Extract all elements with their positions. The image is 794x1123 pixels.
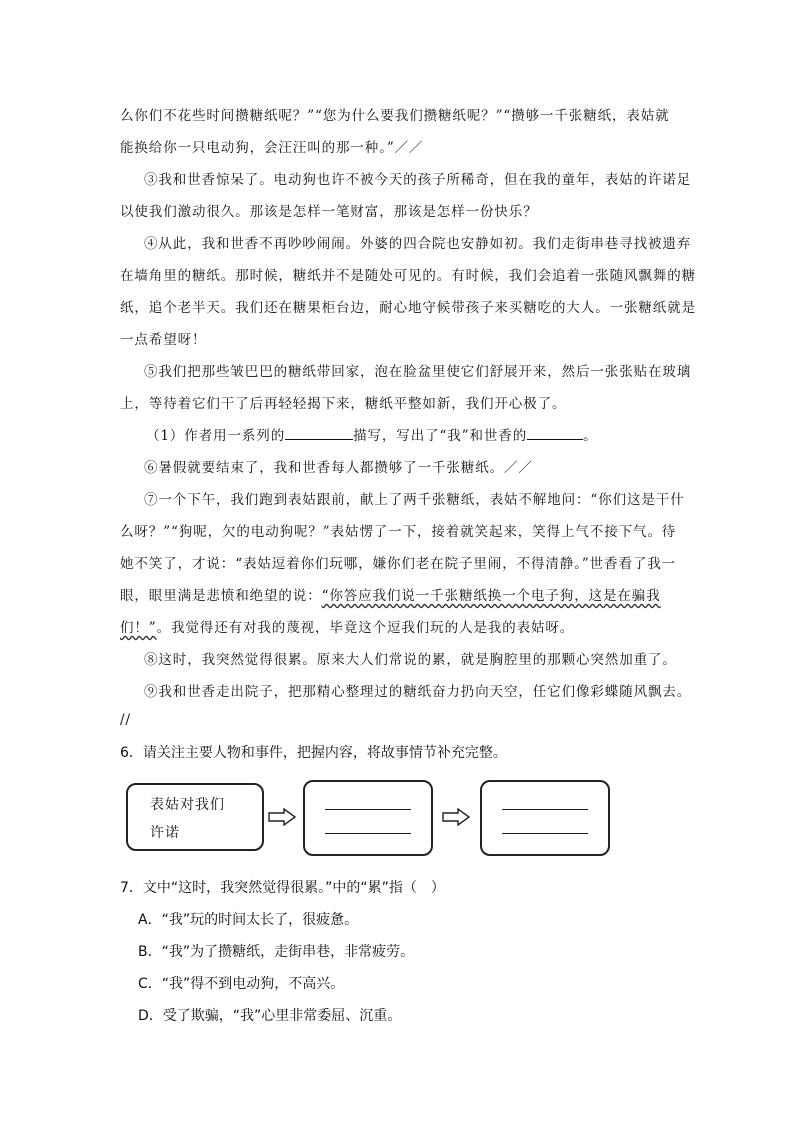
sub-question-suffix: 。 <box>583 428 598 444</box>
sub-question-middle: 描写，写出了“我”和世香的 <box>353 428 528 444</box>
passage-line: ⑧这时，我突然觉得很累。原来大人们常说的累，就是胸腔里的那颗心突然加重了。 <box>144 652 677 668</box>
passage-line: 么呀？”“狗呢，欠的电动狗呢？”表姑愣了一下，接着就笑起来，笑得上气不接下气。待 <box>120 524 677 540</box>
plot-box-1-line: 表姑对我们 <box>150 797 225 813</box>
plot-box-1 <box>126 783 264 851</box>
passage-line: ⑥暑假就要结束了，我和世香每人都攒够了一千张糖纸。／／ <box>144 460 533 476</box>
passage-line: 么你们不花些时间攒糖纸呢？”“您为什么要我们攒糖纸呢？”“攒够一千张糖纸，表姑就 <box>120 108 670 124</box>
passage-line: ⑦一个下午，我们跑到表姑跟前，献上了两千张糖纸，表姑不解地问：“你们这是干什 <box>144 492 685 508</box>
plot-box-3[interactable] <box>480 780 610 856</box>
question-6: 6．请关注主要人物和事件，把握内容，将故事情节补充完整。 <box>120 745 507 761</box>
passage-line: // <box>120 712 131 728</box>
plot-box-1-line: 许诺 <box>150 825 180 841</box>
passage-line: 能换给你一只电动狗，会汪汪叫的那一种。”／／ <box>120 140 424 156</box>
arrow-right-icon <box>442 808 470 826</box>
passage-line: ③我和世香惊呆了。电动狗也许不被今天的孩子所稀奇，但在我的童年，表姑的许诺足 <box>144 172 692 188</box>
passage-line <box>120 616 574 636</box>
passage-line: 纸，追个老半天。我们还在糖果柜台边，耐心地守候带孩子来买糖吃的大人。一张糖纸就是 <box>120 300 696 316</box>
answer-blank-1[interactable] <box>285 425 353 440</box>
passage-line: 上，等待着它们干了后再轻轻揭下来，糖纸平整如新，我们开心极了。 <box>120 396 567 412</box>
sub-question-prefix: （1）作者用一系列的 <box>146 428 286 444</box>
plot-box-2[interactable] <box>303 780 433 856</box>
passage-line: ⑨我和世香走出院子，把那精心整理过的糖纸奋力扔向天空，任它们像彩蝶随风飘去。 <box>144 684 692 700</box>
passage-line: ④从此，我和世香不再吵吵闹闹。外婆的四合院也安静如初。我们走街串巷寻找被遗弃 <box>144 236 692 252</box>
passage-text: 眼，眼里满是悲愤和绝望的说： <box>120 588 322 604</box>
wavy-underlined-quote: “你答应我们说一千张糖纸换一个电子狗，这是在骗我 <box>321 588 661 604</box>
wavy-underlined-quote: 们！” <box>120 620 157 636</box>
passage-line <box>120 584 661 604</box>
passage-line: 在墙角里的糖纸。那时候，糖纸并不是随处可见的。有时候，我们会追着一张随风飘舞的糖 <box>120 268 696 284</box>
passage-line: 她不笑了，才说：“表姑逗着你们玩哪，嫌你们老在院子里闹，不得清静。”世香看了我一 <box>120 556 677 572</box>
question-7: 7．文中“这时，我突然觉得很累。”中的“累”指（ ） <box>120 880 445 896</box>
option-a[interactable]: A．“我”玩的时间太长了，很疲惫。 <box>138 912 359 928</box>
answer-line[interactable] <box>502 833 588 834</box>
answer-line[interactable] <box>325 809 411 810</box>
answer-line[interactable] <box>325 833 411 834</box>
passage-line: 一点希望呀！ <box>120 332 207 348</box>
option-d[interactable]: D．受了欺骗，“我”心里非常委屈、沉重。 <box>138 1008 402 1024</box>
option-b[interactable]: B．“我”为了攒糖纸，走街串巷，非常疲劳。 <box>138 944 415 960</box>
answer-line[interactable] <box>502 809 588 810</box>
sub-question-1 <box>146 424 598 444</box>
arrow-right-icon <box>268 808 296 826</box>
passage-line: 以使我们激动很久。那该是怎样一笔财富，那该是怎样一份快乐？ <box>120 204 538 220</box>
option-c[interactable]: C．“我”得不到电动狗，不高兴。 <box>138 976 345 992</box>
passage-line: ⑤我们把那些皱巴巴的糖纸带回家，泡在脸盆里使它们舒展开来，然后一张张贴在玻璃 <box>144 364 692 380</box>
passage-text: 。我觉得还有对我的蔑视，毕竟这个逗我们玩的人是我的表姑呀。 <box>156 620 575 636</box>
answer-blank-2[interactable] <box>527 425 583 440</box>
